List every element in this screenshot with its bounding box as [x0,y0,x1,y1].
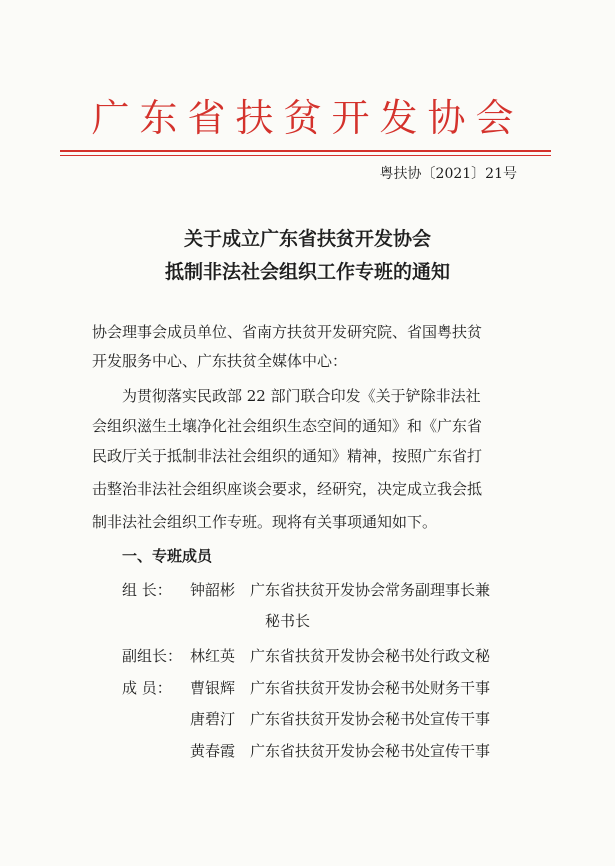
org-letterhead-title: 广东省扶贫开发协会 [91,96,524,140]
deputy-label: 副组长： [122,647,183,665]
body-line-2: 会组织滋生土壤净化社会组织生态空间的通知》和《广东省 [92,417,483,435]
letterhead-red-rule-thin [60,155,551,156]
letterhead-red-rule [60,150,551,152]
document-title-line-1: 关于成立广东省扶贫开发协会 [183,228,431,250]
addressee-line-2: 开发服务中心、广东扶贫全媒体中心： [92,352,348,370]
addressee-line-1: 协会理事会成员单位、省南方扶贫开发研究院、省国粤扶贫 [92,323,483,341]
body-line-3: 民政厅关于抵制非法社会组织的通知》精神，按照广东省打 [92,447,483,465]
leader-title-line-1: 广东省扶贫开发协会常务副理事长兼 [250,581,491,599]
deputy-title: 广东省扶贫开发协会秘书处行政文秘 [250,647,491,665]
member-name-3: 黄春霞 [190,742,236,760]
member-title-3: 广东省扶贫开发协会秘书处宣传干事 [250,742,491,760]
member-title-1: 广东省扶贫开发协会秘书处财务干事 [250,679,491,697]
document-title-line-2: 抵制非法社会组织工作专班的通知 [164,261,450,283]
body-line-1: 为贯彻落实民政部 22 部门联合印发《关于铲除非法社 [122,387,481,405]
deputy-name: 林红英 [190,647,236,665]
document-number: 粤扶协〔2021〕21号 [379,166,517,182]
leader-label: 组 长： [122,581,172,599]
member-label: 成 员： [122,679,172,697]
section-1-heading: 一、专班成员 [122,547,213,565]
member-name-1: 曹银辉 [190,679,236,697]
leader-name: 钟韶彬 [190,581,236,599]
member-title-2: 广东省扶贫开发协会秘书处宣传干事 [250,710,491,728]
member-name-2: 唐碧汀 [190,710,236,728]
body-line-5: 制非法社会组织工作专班。现将有关事项通知如下。 [92,513,438,531]
body-line-4: 击整治非法社会组织座谈会要求，经研究，决定成立我会抵 [92,480,483,498]
leader-title-line-2: 秘书长 [265,612,311,630]
